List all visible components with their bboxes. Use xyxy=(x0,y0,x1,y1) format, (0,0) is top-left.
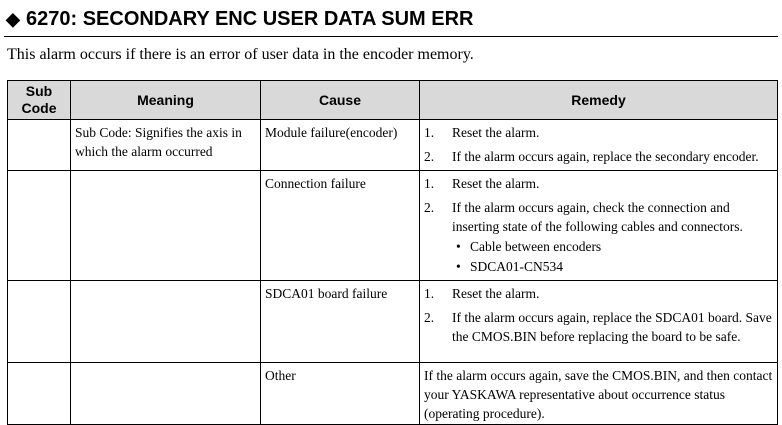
heading-rule xyxy=(4,36,778,37)
remedy-cell xyxy=(420,120,778,171)
table-header-row xyxy=(8,81,778,120)
bullet-icon: • xyxy=(456,239,461,254)
list-item xyxy=(452,257,773,276)
header-sub-code: Sub Code xyxy=(8,81,71,120)
step-number: 2. xyxy=(424,149,435,164)
alarm-table xyxy=(7,80,778,425)
list-item-text: SDCA01-CN534 xyxy=(470,259,564,274)
header-cause: Cause xyxy=(261,81,420,120)
step-text: Reset the alarm. xyxy=(452,176,540,191)
remedy-steps xyxy=(424,174,773,276)
header-meaning: Meaning xyxy=(71,81,261,120)
step-body xyxy=(452,198,773,276)
meaning-cell xyxy=(71,363,261,425)
step-text: If the alarm occurs again, replace the secondary encoder. xyxy=(452,149,759,164)
table-row xyxy=(8,363,778,425)
header-remedy: Remedy xyxy=(420,81,778,120)
alarm-title: 6270: SECONDARY ENC USER DATA SUM ERR xyxy=(26,8,474,30)
remedy-step xyxy=(424,174,773,193)
remedy-cell: If the alarm occurs again, save the CMOS.BIN, and then contact your YASKAWA representative about occurrence status (operating procedure). xyxy=(420,363,778,425)
step-number: 1. xyxy=(424,125,435,140)
table-row xyxy=(8,171,778,281)
diamond-bullet-icon: ◆ xyxy=(6,9,20,29)
sub-code-cell xyxy=(8,363,71,425)
cause-cell: Connection failure xyxy=(261,171,420,281)
alarm-description: This alarm occurs if there is an error of user data in the encoder memory. xyxy=(7,46,474,63)
step-text: If the alarm occurs again, check the connection and inserting state of the following cables and connectors. xyxy=(452,200,743,234)
sub-code-cell xyxy=(8,120,71,171)
remedy-step xyxy=(424,123,773,142)
connector-list xyxy=(452,237,773,276)
alarm-heading xyxy=(6,8,473,31)
step-text: If the alarm occurs again, replace the SDCA01 board. Save the CMOS.BIN before replacing the board to be safe. xyxy=(452,310,772,344)
step-number: 1. xyxy=(424,176,435,191)
step-number: 1. xyxy=(424,286,435,301)
meaning-cell xyxy=(71,281,261,363)
sub-code-cell xyxy=(8,171,71,281)
remedy-cell xyxy=(420,171,778,281)
step-text: Reset the alarm. xyxy=(452,125,540,140)
remedy-step xyxy=(424,284,773,303)
remedy-step xyxy=(424,198,773,276)
meaning-cell xyxy=(71,171,261,281)
bullet-icon: • xyxy=(456,259,461,274)
table-row xyxy=(8,281,778,363)
table-row xyxy=(8,120,778,171)
cause-cell: Module failure(encoder) xyxy=(261,120,420,171)
step-number: 2. xyxy=(424,200,435,215)
list-item-text: Cable between encoders xyxy=(470,239,602,254)
step-text: Reset the alarm. xyxy=(452,286,540,301)
remedy-steps xyxy=(424,123,773,166)
step-number: 2. xyxy=(424,310,435,325)
remedy-step xyxy=(424,308,773,346)
list-item xyxy=(452,237,773,256)
remedy-cell xyxy=(420,281,778,363)
cause-cell: SDCA01 board failure xyxy=(261,281,420,363)
meaning-cell: Sub Code: Signifies the axis in which the alarm occurred xyxy=(71,120,261,171)
cause-cell: Other xyxy=(261,363,420,425)
sub-code-cell xyxy=(8,281,71,363)
remedy-steps xyxy=(424,284,773,346)
remedy-step xyxy=(424,147,773,166)
